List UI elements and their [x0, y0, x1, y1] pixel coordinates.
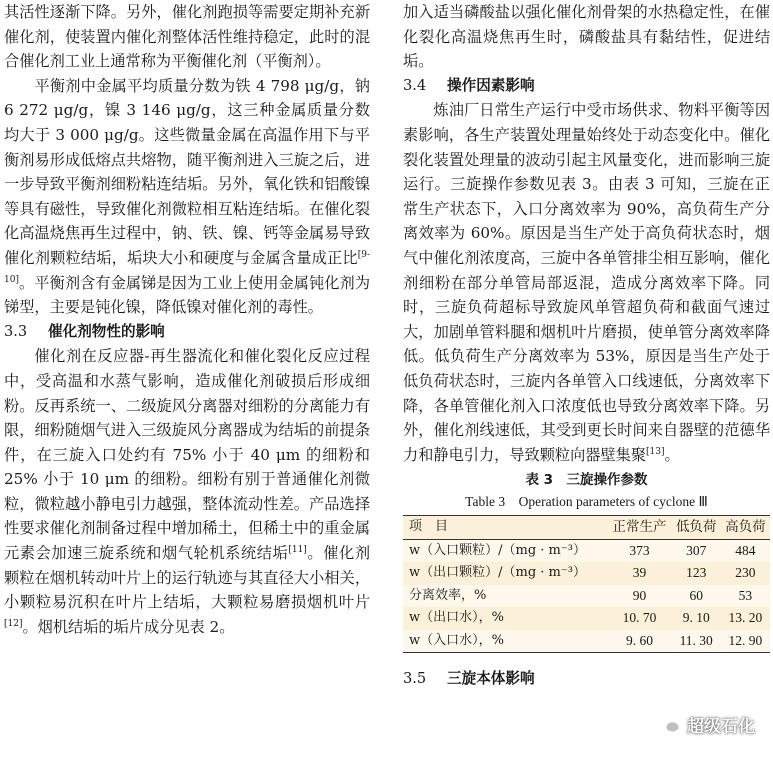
table-cell: 307: [686, 542, 707, 558]
table-header-high-load: 高负荷: [721, 516, 770, 540]
paragraph-metal-content: 平衡剂中金属平均质量分数为铁 4 798 μg/g，钠 6 272 μg/g，镍 3 146 μg/g，这三种金属质量分数均大于 3 000 μg/g。这些微量金属在高温作用下与平衡剂易形成低熔点共熔物，随平衡剂进入三旋之后，进一步导致平衡剂细粉粘连结垢。另外，氧化铁和铝酸镍等具有磁性，导致催化剂微粒相互粘连结垢。在催化裂化高温烧焦再生过程中，钠、铁、镍、钙等金属易导致催化剂颗粒结垢，垢块大小和硬度与金属含量成正比[9-10]。平衡剂含有金属锑是因为工业上使用金属钝化剂为锑型，主要是钝化镍，降低镍对催化剂的毒性。: [4, 76, 370, 317]
citation-13: [13]: [646, 446, 665, 457]
citation-12: [12]: [4, 618, 23, 629]
right-column: [403, 0, 770, 692]
watermark: [657, 712, 755, 737]
section-heading-3-3: 3.3 催化剂物性的影响: [4, 322, 165, 340]
table-cell: 13. 20: [728, 610, 763, 626]
wechat-icon: [657, 715, 681, 735]
citation-11: [11]: [288, 545, 307, 556]
table-cell: 9. 10: [682, 610, 710, 626]
table-row: [403, 630, 770, 653]
section-heading-3-5: 3.5 三旋本体影响: [403, 670, 535, 688]
table-cell: 39: [632, 565, 647, 581]
operation-parameters-table: [403, 515, 770, 653]
table-header-row: [403, 516, 770, 540]
paragraph-phosphate: 加入适当磷酸盐以强化催化剂骨架的水热稳定性，在催化裂化高温烧焦再生时，磷酸盐具有黏结性，促进结垢。: [403, 3, 770, 71]
table-cell-label: w（出口水），%: [409, 610, 504, 626]
table-row: [403, 607, 770, 630]
left-column: [4, 0, 370, 639]
table-row: [403, 562, 770, 585]
table-cell: 484: [735, 542, 756, 558]
table-cell-label: w（入口颗粒）/（mg · m⁻³）: [409, 542, 586, 558]
table-cell-label: w（入口水），%: [409, 632, 504, 648]
table-cell: 373: [629, 542, 650, 558]
table-cell: 12. 90: [728, 632, 763, 648]
paragraph-catalyst-properties: 催化剂在反应器-再生器流化和催化裂化反应过程中，受高温和水蒸气影响，造成催化剂破损后形成细粉。反再系统一、二级旋风分离器对细粉的分离能力有限，细粉随烟气进入三级旋风分离器成为结垢的前提条件，在三旋入口处约有 75% 小于 40 μm 的细粉和 25% 小于 10 μm 的细粉。细粉有别于普通催化剂微粒，微粒越小静电引力越强，整体流动性差。产品选择性要求催化剂制备过程中增加稀土，但稀土中的重金属元素会加速三旋系统和烟气轮机系统结垢[11]。催化剂颗粒在烟机转动叶片上的运行轨迹与其直径大小相关，小颗粒易沉积在叶片上结垢，大颗粒易磨损烟机叶片[12]。烟机结垢的垢片成分见表 2。: [4, 347, 371, 636]
table-cell: 123: [686, 565, 707, 581]
table-caption-en: Table 3 Operation parameters of cyclone Ⅲ: [465, 494, 708, 510]
table-cell: 11. 30: [679, 632, 713, 648]
table-caption-cn: 表 3 三旋操作参数: [525, 472, 648, 489]
table-cell: 90: [632, 587, 647, 603]
table-header-low-load: 低负荷: [672, 516, 721, 540]
table-row: [403, 539, 770, 562]
table-cell: 53: [738, 587, 753, 603]
table-cell: 230: [735, 565, 756, 581]
table-cell-label: 分离效率，%: [409, 587, 487, 603]
watermark-text: 超级石化: [687, 717, 755, 737]
section-heading-3-4: 3.4 操作因素影响: [403, 76, 535, 94]
table-cell: 10. 70: [622, 610, 657, 626]
table-cell: 9. 60: [626, 632, 654, 648]
table-header-item: 项 目: [403, 516, 607, 540]
paragraph-continuation: 其活性逐渐下降。另外，催化剂跑损等需要定期补充新催化剂，使装置内催化剂整体活性维持稳定，此时的混合催化剂工业上通常称为平衡催化剂（平衡剂）。: [4, 3, 370, 71]
table-cell: 60: [689, 587, 703, 603]
table-cell-label: w（出口颗粒）/（mg · m⁻³）: [409, 565, 586, 581]
table-header-normal: 正常生产: [607, 516, 671, 540]
table-row: [403, 585, 770, 608]
paragraph-operating-factors: 炼油厂日常生产运行中受市场供求、物料平衡等因素影响，各生产装置处理量始终处于动态变化中。催化裂化装置处理量的波动引起主风量变化，进而影响三旋运行。三旋操作参数见表 3。由表 3 可知，三旋在正常生产状态下，入口分离效率为 90%，高负荷生产分离效率为 60%。原因是当生产处于高负荷状态时，烟气中催化剂浓度高，三旋中各单管排尘相互影响，催化剂细粉在部分单管局部返混，造成分离效率下降。同时，三旋负荷超标导致旋风单管超负荷和截面气速过大，加剧单管料腿和烟机叶片磨损，使单管分离效率降低。低负荷生产分离效率为 53%，原因是当生产处于低负荷状态时，三旋内各单管入口线速低，分离效率下降，各单管催化剂入口浓度低也导致分离效率下降。另外，催化剂线速低，其受到更长时间来自器壁的范德华力和静电引力，导致颗粒向器壁集聚[13]。: [403, 101, 770, 464]
citation-9-10: [9-10]: [4, 249, 370, 285]
